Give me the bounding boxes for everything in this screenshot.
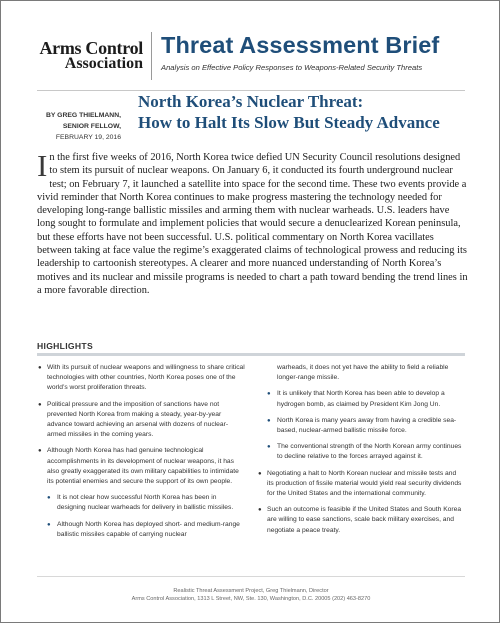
highlight-item: ● Although North Korea has had genuine technological accomplishments in its development of nuclear weapons, it has also greatly exaggerated its own military capabilities to intimidate its potential enemies and secure the support of its own people. [38, 447, 239, 486]
highlights-right-column [257, 363, 463, 542]
footer-line-1: Realistic Threat Assessment Project, Greg Thielmann, Director [173, 588, 329, 594]
article-title-line-1: North Korea’s Nuclear Threat: [138, 92, 364, 111]
brief-subtitle: Analysis on Effective Policy Responses to Weapons-Related Security Threats [161, 63, 423, 72]
bullet-icon: ● [267, 417, 271, 424]
highlight-subitem: ● It is unlikely that North Korea has been able to develop a hydrogen bomb, as claimed by President Kim Jong Un. [267, 390, 445, 408]
footer-line-2: Arms Control Association, 1313 L Street, NW, Ste. 130, Washington, D.C. 20005 (202) 463-8270 [131, 596, 371, 602]
highlight-subitem: ● Although North Korea has deployed short- and medium-range ballistic missiles capable of carrying nuclear [47, 520, 240, 538]
logo-line-2: Association [64, 55, 143, 72]
header-divider [151, 32, 152, 80]
byline-role: SENIOR FELLOW, [62, 123, 121, 130]
bullet-icon: ● [267, 444, 271, 451]
bullet-icon: ● [38, 401, 42, 408]
highlight-subitem-continued: warheads, it does not yet have the ability to field a reliable longer-range missile. [277, 364, 449, 382]
highlight-subitem: ● The conventional strength of the North Korean army continues to decline relative to the forces arrayed against it. [267, 443, 462, 461]
bullet-icon: ● [47, 495, 51, 502]
bullet-icon: ● [47, 521, 51, 528]
bullet-icon: ● [38, 448, 42, 455]
highlights-rule [37, 353, 465, 356]
drop-cap: I [37, 148, 48, 183]
highlight-subitem: ● North Korea is many years away from having a credible sea-based, nuclear-armed ballistic missile force. [267, 416, 457, 435]
highlight-item: ● Such an outcome is feasible if the United States and South Korea are willing to ease sanctions, scale back military exercises, and negotiate a peace treaty. [258, 506, 462, 534]
highlight-item: ● Negotiating a halt to North Korean nuclear and missile tests and its production of fissile material would yield real security dividends for the United States and the international community. [258, 469, 462, 498]
article-title [138, 91, 440, 133]
footer-rule [37, 576, 465, 577]
highlight-item: ● With its pursuit of nuclear weapons and willingness to share critical technologies with other countries, North Korea poses one of the world’s worst proliferation threats. [38, 364, 245, 392]
bullet-icon: ● [258, 507, 262, 514]
bullet-icon: ● [267, 391, 271, 398]
footer [1, 587, 500, 603]
bullet-icon: ● [38, 365, 42, 371]
bullet-icon: ● [258, 470, 262, 477]
highlights-heading: HIGHLIGHTS [37, 341, 93, 351]
article-title-line-2: How to Halt Its Slow But Steady Advance [138, 113, 440, 132]
byline-date: FEBRUARY 19, 2016 [55, 134, 121, 141]
intro-paragraph [37, 148, 469, 297]
byline [21, 110, 121, 143]
aca-logo [39, 39, 143, 72]
highlight-item: ● Political pressure and the imposition of sanctions have not prevented North Korea from making a steady, year-by-year advance toward achieving an arsenal with dozens of nuclear-armed missiles in the coming years. [38, 400, 229, 439]
highlights-left-column [37, 363, 245, 546]
logo-line-1: Arms Control [39, 38, 143, 58]
brief-title: Threat Assessment Brief [161, 32, 440, 58]
byline-author: BY GREG THIELMANN, [45, 112, 121, 119]
highlight-subitem: ● It is not clear how successful North Korea has been in designing nuclear warheads for delivery in ballistic missiles. [47, 494, 234, 512]
intro-text: n the first five weeks of 2016, North Korea twice defied UN Security Council resolutions designed to stem its pursuit of nuclear weapons. On January 6, it conducted its fourth underground nuclear test; on February 7, it launched a satellite into space for the second time. These two events provide a vivid reminder that North Korea continues to make progress mastering the technology needed for developing long-range ballistic missiles and arming them with nuclear warheads. U.S. leaders have long sought to formulate and implement policies that would secure a denuclearized Korean peninsula, but these efforts have not been successful. U.S. political commentary on North Korea vacillates between taking at face value the regime’s exaggerated claims of technological prowess and reducing its leadership to cartoonish stereotypes. A clearer and more nuanced understanding of North Korea’s motives and its nuclear and missile programs is needed to chart a path toward bending the trend lines in a more favorable direction. [37, 152, 468, 296]
